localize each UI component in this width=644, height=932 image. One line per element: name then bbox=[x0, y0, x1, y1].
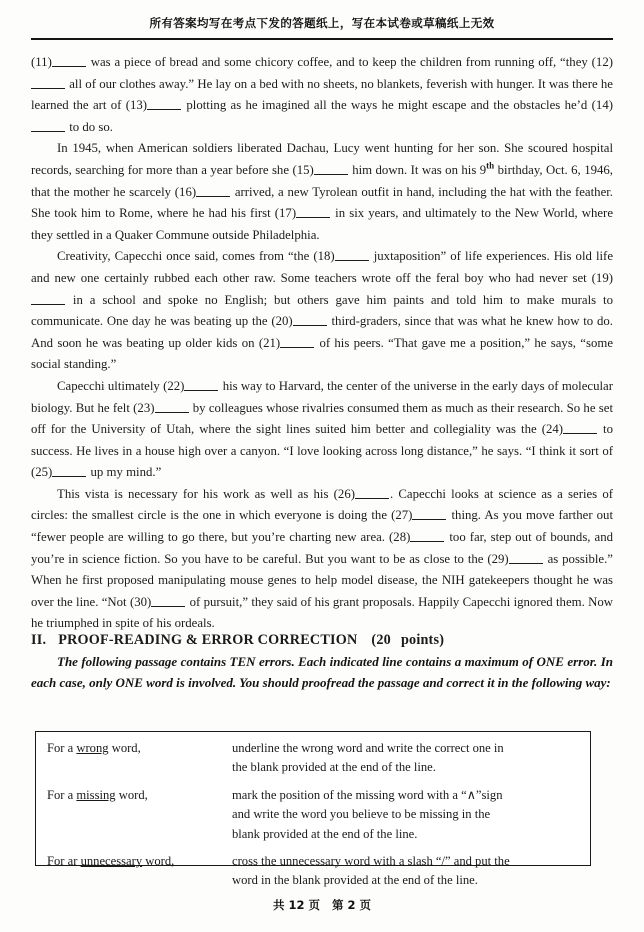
para-cloze-26: This vista is necessary for his work as well as his (26) . Capecchi looks at science as a series of circles: the smallest circle is the one in which everyone is doing the (27) thing. As you move farther out “fewer people are willing to go there, but you’re charting new area. (28) too far, step out of bounds, and you’re in science fiction. So you have to be careful. But you want to be as close to the (29) as possible.” When he first proposed manipulating mouse genes to help model disease, the NIH gatekeepers thought he was over the line. “Not (30) of pursuit,” they said of his grant proposals. Happily Capecchi ignored them. Now he triumphed in spite of his ordeals. bbox=[31, 486, 614, 631]
exam-header-notice: 所有答案均写在考点下发的答题纸上，写在本试卷或草稿纸上无效 bbox=[149, 16, 495, 30]
error-action-line: cross the unnecessary word with a slash “/” and put the bbox=[232, 854, 510, 869]
table-row bbox=[36, 844, 590, 891]
answer-blank-14[interactable] bbox=[31, 118, 65, 132]
answer-blank-18[interactable] bbox=[335, 247, 369, 261]
error-action-cell bbox=[232, 786, 590, 844]
ordinal-suffix: th bbox=[486, 160, 495, 171]
answer-blank-24[interactable] bbox=[563, 420, 597, 434]
table-row bbox=[36, 732, 590, 778]
error-type-keyword: unnecessary bbox=[80, 854, 143, 869]
page-footer bbox=[0, 897, 644, 913]
section-instructions: The following passage contains TEN errors. Each indicated line contains a maximum of ONE error. In each case, only ONE word is involved. You should proofread the passage and correct it in the following way: bbox=[31, 654, 613, 690]
answer-blank-25[interactable] bbox=[52, 463, 86, 477]
answer-blank-12[interactable] bbox=[31, 75, 65, 89]
section-heading bbox=[31, 632, 613, 649]
error-type-keyword: wrong bbox=[76, 741, 109, 755]
answer-blank-16[interactable] bbox=[196, 183, 230, 197]
answer-blank-21[interactable] bbox=[280, 334, 314, 348]
error-action-line: blank provided at the end of the line. bbox=[232, 826, 418, 841]
section-proofreading bbox=[31, 632, 613, 693]
error-action-line: and write the word you believe to be missing in the bbox=[232, 807, 491, 822]
footer-current-page: 第 2 页 bbox=[332, 898, 372, 912]
answer-blank-13[interactable] bbox=[147, 96, 181, 110]
error-action-line: underline the wrong word and write the correct one in bbox=[232, 741, 504, 755]
footer-total-pages: 共 12 页 bbox=[272, 898, 320, 912]
error-action-line: the blank provided at the end of the line. bbox=[232, 760, 436, 775]
para-cloze-11: (11) was a piece of bread and some chicory coffee, and to keep the children from running off, “they (12) all of our clothes away.” He lay on a bed with no sheets, no blankets, feverish with hunger. It was there he learned the art of (13) plotting as he imagined all the ways he might escape and the obstacles he’d (14) to do so. bbox=[31, 55, 613, 134]
answer-blank-17[interactable] bbox=[296, 204, 330, 218]
table-row bbox=[36, 778, 590, 844]
correction-instructions-table bbox=[35, 731, 591, 888]
answer-blank-28[interactable] bbox=[410, 528, 444, 542]
error-action-line: word in the blank provided at the end of the line. bbox=[232, 873, 478, 888]
para-cloze-15: In 1945, when American soldiers liberated Dachau, Lucy went hunting for her son. She scoured hospital records, searching for more than a year before she (15) him down. It was on his 9th birthday, Oct. 6, 1946, that the mother he scarcely (16) arrived, a new Tyrolean outfit in hand, including the hat with the feather. She took him to Rome, where he had his first (17) in six years, and ultimately to the New World, where they settled in a Quaker Commune outside Philadelphia. bbox=[31, 141, 614, 242]
section-number: II. bbox=[31, 632, 47, 648]
passage-body bbox=[31, 52, 613, 635]
answer-blank-26[interactable] bbox=[355, 485, 389, 499]
error-action-cell bbox=[232, 739, 590, 778]
answer-blank-27[interactable] bbox=[412, 506, 446, 520]
error-action-cell bbox=[232, 852, 590, 891]
answer-blank-30[interactable] bbox=[151, 593, 185, 607]
para-cloze-22: Capecchi ultimately (22) his way to Harvard, the center of the universe in the early days of molecular biology. But he felt (23) by colleagues whose rivalries consumed them as much as their research. So he set off for the University of Utah, where the sight lines suited him better and collegiality was the (24) to success. He lives in a house high over a canyon. “I love looking across long distance,” he says. “I think it sort of (25) up my mind.” bbox=[31, 378, 614, 480]
error-type-cell: For a missing word, bbox=[47, 787, 148, 802]
para-cloze-18: Creativity, Capecchi once said, comes from “the (18) juxtaposition” of life experiences. His old life and new one certainly rubbed each other raw. Some teachers wrote off the feral boy who had never set (19) in a school and spoke no English; but others gave him paints and told him to make murals to communicate. One day he was beating up the (20) third-graders, since that was what he knew how to do. And soon he was beating up older kids on (21) of his peers. “That gave me a position,” he says, “some social standing.” bbox=[31, 249, 613, 372]
section-points-label: points) bbox=[400, 632, 445, 648]
header-rule bbox=[31, 38, 613, 40]
answer-blank-19[interactable] bbox=[31, 291, 65, 305]
section-points-open: (20 bbox=[371, 632, 391, 648]
error-type-cell: For ar unnecessary word, bbox=[47, 854, 175, 869]
section-title-text: PROOF-READING & ERROR CORRECTION bbox=[58, 632, 358, 648]
answer-blank-22[interactable] bbox=[184, 377, 218, 391]
correction-rows bbox=[36, 732, 590, 891]
error-type-cell: For a wrong word, bbox=[47, 741, 141, 755]
answer-blank-20[interactable] bbox=[293, 312, 327, 326]
error-type-keyword: missing bbox=[76, 787, 116, 802]
answer-blank-15[interactable] bbox=[314, 161, 348, 175]
error-action-line: mark the position of the missing word with a “∧”sign bbox=[232, 787, 503, 802]
answer-blank-23[interactable] bbox=[155, 399, 189, 413]
paragraph-list bbox=[31, 52, 613, 635]
answer-blank-11[interactable] bbox=[52, 53, 86, 67]
exam-header bbox=[0, 14, 644, 32]
answer-blank-29[interactable] bbox=[509, 550, 543, 564]
